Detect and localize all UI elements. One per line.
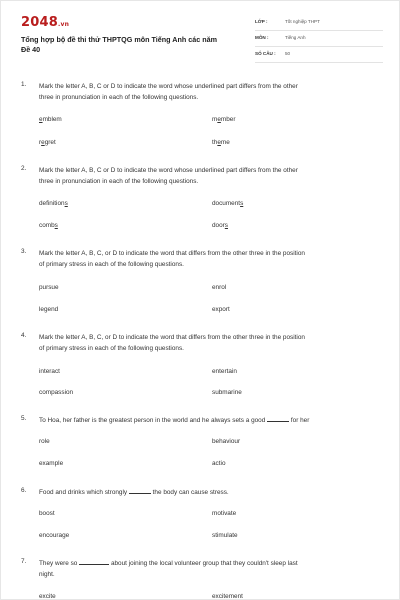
option-c[interactable]: legend	[39, 306, 59, 313]
option-d[interactable]: submarine	[212, 389, 242, 396]
option-text: mber	[220, 116, 236, 123]
question-text-line	[39, 558, 379, 569]
option-b[interactable]	[212, 116, 235, 123]
option-text: mblem	[42, 116, 62, 123]
option-text: comb	[39, 222, 55, 229]
option-text: m	[212, 116, 218, 123]
option-c[interactable]: compassion	[39, 389, 74, 396]
logo-suffix: .vn	[57, 21, 70, 28]
meta-row-class	[255, 17, 383, 31]
underlined-part: e	[39, 116, 43, 123]
question-number: 5.	[21, 415, 27, 422]
question-7	[21, 558, 383, 600]
meta-label: SỐ CÂU :	[255, 51, 276, 56]
question-text	[39, 415, 379, 426]
option-b[interactable]: motivate	[212, 510, 237, 517]
question-6	[21, 487, 383, 547]
question-text-line: of primary stress in each of the following questions.	[39, 345, 184, 352]
underlined-part: e	[217, 116, 221, 123]
option-c[interactable]	[39, 222, 58, 229]
question-number: 7.	[21, 558, 27, 565]
meta-row-subject	[255, 33, 383, 47]
option-a[interactable]	[39, 116, 62, 123]
question-text-line: night.	[39, 571, 55, 578]
underlined-part: s	[240, 200, 244, 207]
option-a[interactable]: interact	[39, 368, 60, 375]
question-text-before: Food and drinks which strongly	[39, 489, 128, 496]
underlined-part: e	[41, 139, 45, 146]
option-c[interactable]: example	[39, 460, 64, 467]
meta-label: MÔN :	[255, 35, 269, 40]
option-d[interactable]: export	[212, 306, 230, 313]
option-c[interactable]	[39, 139, 56, 146]
question-text-line: Mark the letter A, B, C, or D to indicate the word that differs from the other three in the position	[39, 250, 305, 257]
answer-blank	[79, 559, 109, 565]
option-b[interactable]	[212, 200, 243, 207]
question-number: 2.	[21, 165, 27, 172]
document-title: Tổng hợp bộ đề thi thử THPTQG môn Tiếng Anh các năm	[21, 35, 217, 44]
option-a[interactable]: role	[39, 438, 50, 445]
question-text-after: the body can cause stress.	[152, 489, 229, 496]
question-2	[21, 165, 383, 235]
question-number: 4.	[21, 332, 27, 339]
question-text-line: Mark the letter A, B, C, or D to indicate the word that differs from the other three in the position	[39, 334, 305, 341]
meta-label: LỚP :	[255, 19, 268, 24]
question-text-line: Mark the letter A, B, C or D to indicate the word whose underlined part differs from the other	[39, 167, 298, 174]
question-text-before: They were so	[39, 560, 78, 567]
question-text-line: three in pronunciation in each of the following questions.	[39, 94, 199, 101]
option-text: document	[212, 200, 241, 207]
question-5	[21, 415, 383, 475]
underlined-part: s	[224, 222, 228, 229]
question-1	[21, 81, 383, 151]
option-a[interactable]: pursue	[39, 284, 59, 291]
meta-value: Tiếng Anh	[285, 35, 306, 40]
question-number: 1.	[21, 81, 27, 88]
question-text	[39, 558, 379, 580]
site-logo[interactable]	[21, 15, 69, 30]
option-text: th	[212, 139, 218, 146]
question-number: 6.	[21, 487, 27, 494]
underlined-part: s	[54, 222, 58, 229]
question-text	[39, 81, 379, 103]
question-text	[39, 165, 379, 187]
logo-text: 2048	[21, 15, 58, 30]
question-text	[39, 487, 379, 498]
option-b[interactable]: enrol	[212, 284, 227, 291]
meta-row-count	[255, 49, 383, 63]
question-text-after: for her	[290, 417, 310, 424]
answer-blank	[267, 416, 289, 422]
question-4	[21, 332, 383, 402]
option-b[interactable]: entertain	[212, 368, 237, 375]
option-text: gret	[44, 139, 56, 146]
option-text: door	[212, 222, 225, 229]
question-text-after: about joining the local volunteer group that they couldn't sleep last	[110, 560, 298, 567]
option-d[interactable]	[212, 222, 228, 229]
question-text-line: Mark the letter A, B, C or D to indicate the word whose underlined part differs from the other	[39, 83, 298, 90]
exam-meta	[255, 17, 383, 65]
option-d[interactable]: stimulate	[212, 532, 238, 539]
option-text: me	[220, 139, 230, 146]
option-c[interactable]: encourage	[39, 532, 70, 539]
option-d[interactable]	[212, 139, 230, 146]
option-a[interactable]: excite	[39, 593, 56, 600]
option-b[interactable]: excitement	[212, 593, 243, 600]
question-text-line: three in pronunciation in each of the following questions.	[39, 178, 199, 185]
option-a[interactable]: boost	[39, 510, 55, 517]
question-text	[39, 332, 379, 354]
option-a[interactable]	[39, 200, 68, 207]
meta-value: Tốt nghiệp THPT	[285, 19, 320, 24]
answer-blank	[129, 488, 151, 494]
exam-number: Đề 40	[21, 45, 41, 54]
question-number: 3.	[21, 248, 27, 255]
document-header	[21, 15, 383, 65]
option-text: r	[39, 139, 42, 146]
question-text-line: of primary stress in each of the following questions.	[39, 261, 184, 268]
underlined-part: e	[217, 139, 221, 146]
option-text: definition	[39, 200, 65, 207]
option-d[interactable]: actio	[212, 460, 226, 467]
option-b[interactable]: behaviour	[212, 438, 241, 445]
meta-value: 50	[285, 51, 291, 56]
underlined-part: s	[64, 200, 68, 207]
question-text-before: To Hoa, her father is the greatest person in the world and he always sets a good	[39, 417, 266, 424]
question-3	[21, 248, 383, 318]
question-text	[39, 248, 379, 270]
